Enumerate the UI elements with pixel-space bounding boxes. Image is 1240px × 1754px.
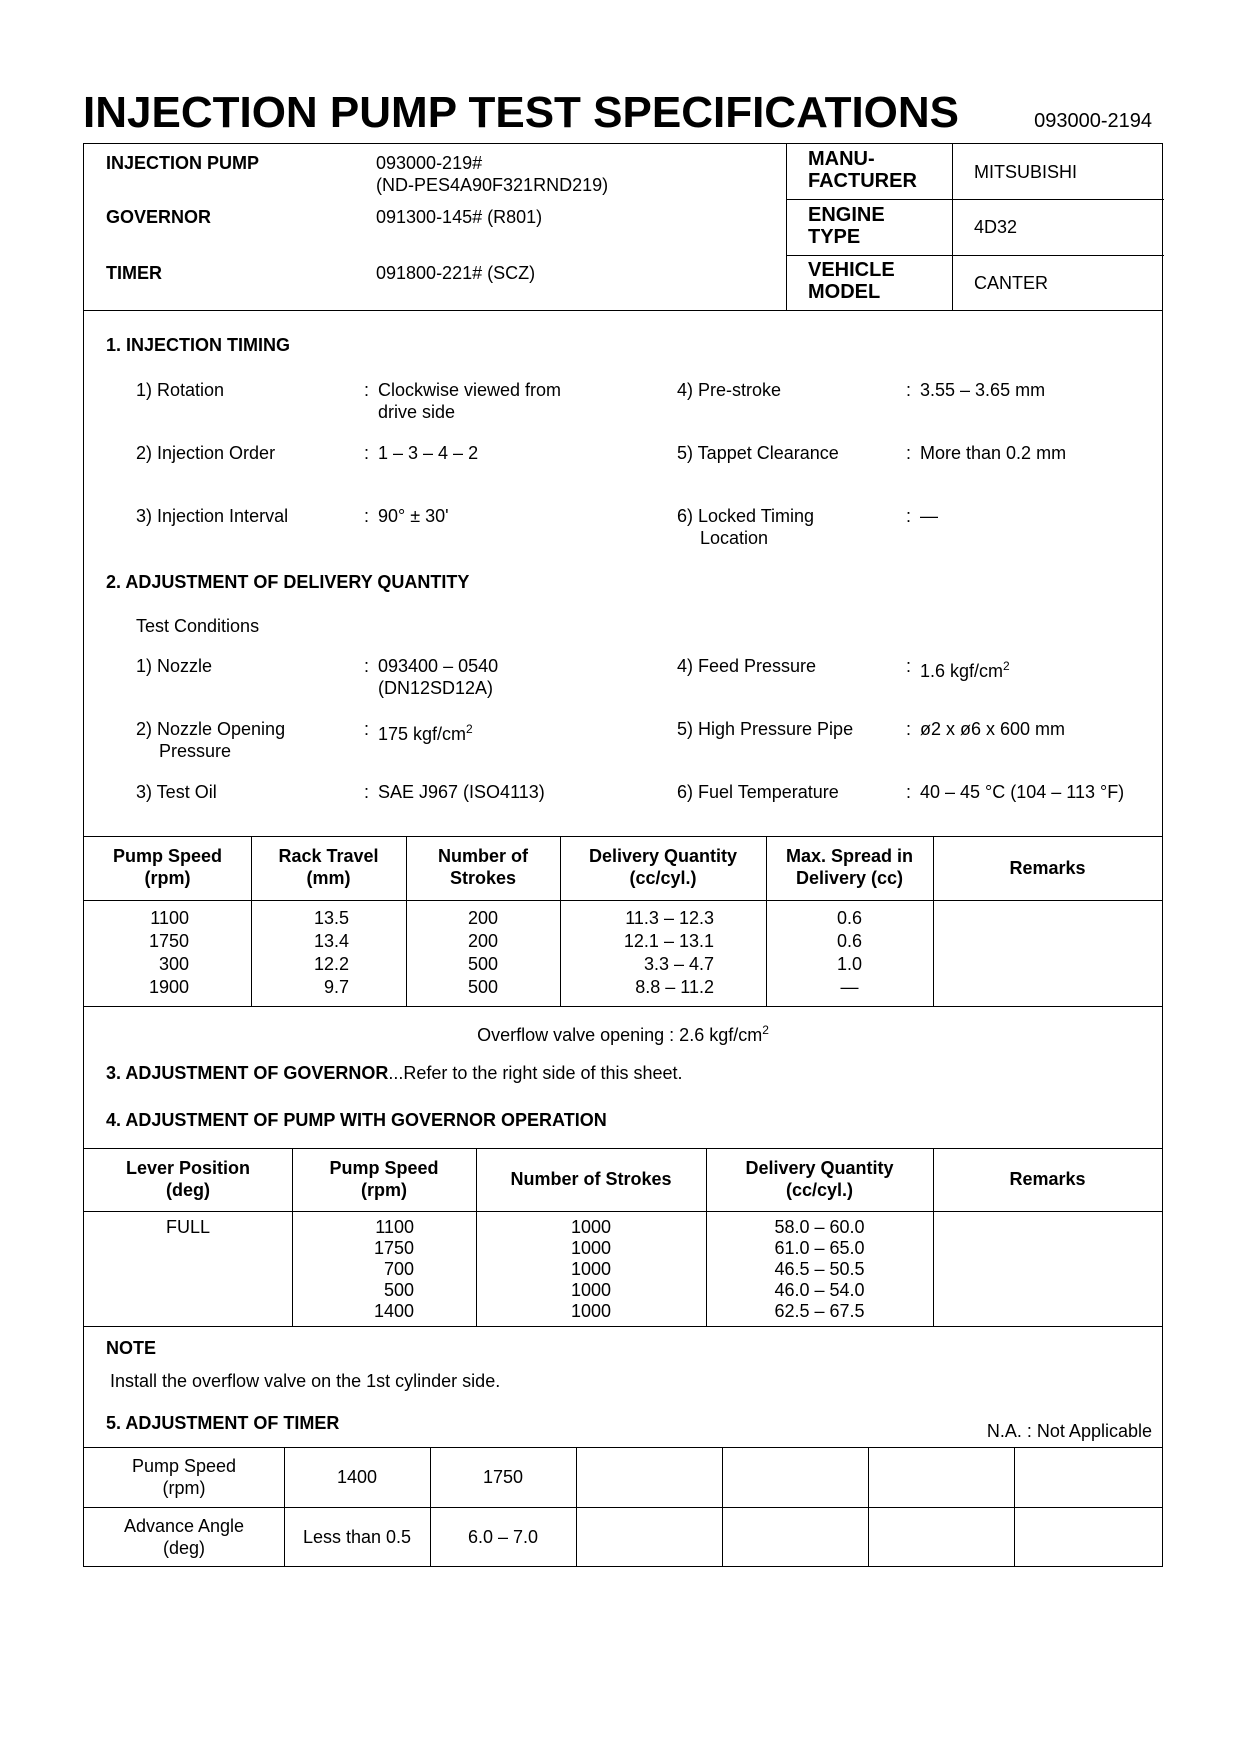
test-conditions-label: Test Conditions — [136, 616, 260, 636]
max-spread-column — [766, 907, 933, 999]
manufacturer-value: MITSUBISHI — [974, 162, 1078, 182]
table-cell: — — [840, 977, 859, 997]
table-cell: 1400 — [336, 1467, 378, 1487]
table-cell: 61.0 – 65.0 — [774, 1238, 865, 1258]
table-cell: 500 — [467, 954, 499, 974]
table-cell: 8.8 – 11.2 — [635, 977, 714, 997]
table-cell: 700 — [383, 1259, 414, 1279]
table-cell: 0.6 — [836, 908, 863, 928]
locked-timing-label-2: Location — [700, 528, 769, 548]
timer-value: 091800-221# (SCZ) — [376, 263, 536, 283]
manufacturer-label-2: FACTURER — [808, 170, 917, 192]
table-cell: 9.7 — [323, 977, 349, 997]
header-line: (deg) — [166, 1180, 210, 1200]
header-line: Pump Speed — [329, 1158, 439, 1178]
col-header-delivery-quantity — [706, 1157, 933, 1201]
col-header-rack-travel — [251, 845, 406, 889]
separator: : — [364, 443, 370, 463]
header-line: Pump Speed — [112, 846, 223, 866]
table-cell: 1750 — [482, 1467, 524, 1487]
spec-sheet-frame — [83, 143, 1163, 1567]
header-line: Number of — [438, 846, 528, 866]
table-border — [1014, 1447, 1015, 1567]
injection-pump-value: 093000-219# — [376, 153, 483, 173]
col-header-strokes — [406, 845, 560, 889]
superscript: 2 — [762, 1023, 769, 1037]
header-line: (rpm) — [144, 868, 191, 888]
fuel-temperature-label: 6) Fuel Temperature — [677, 782, 839, 802]
strokes-column — [476, 1217, 706, 1322]
table-border — [84, 1148, 1162, 1149]
header-line: (mm) — [306, 868, 351, 888]
table-border — [84, 1211, 1162, 1212]
table-cell: Less than 0.5 — [302, 1527, 412, 1547]
divider — [952, 144, 953, 310]
engine-type-value: 4D32 — [974, 217, 1018, 237]
table-cell: 1400 — [373, 1301, 414, 1321]
table-cell: 12.1 – 13.1 — [623, 931, 714, 951]
section-governor-heading: 3. ADJUSTMENT OF GOVERNOR — [106, 1063, 389, 1083]
section-injection-timing-title: 1. INJECTION TIMING — [106, 335, 291, 355]
vehicle-model-label-2: MODEL — [808, 281, 881, 303]
note-title: NOTE — [106, 1338, 157, 1358]
nozzle-opening-value-text: 175 kgf/cm — [378, 724, 467, 744]
col-header-delivery-quantity — [560, 845, 766, 889]
nozzle-opening-label: 2) Nozzle Opening — [136, 719, 286, 739]
table-border — [84, 900, 1162, 901]
table-cell: 1000 — [570, 1259, 612, 1279]
overflow-valve-text: Overflow valve opening : 2.6 kgf/cm — [477, 1025, 763, 1045]
page-title: INJECTION PUMP TEST SPECIFICATIONS — [83, 88, 960, 137]
col-header-pump-speed — [84, 845, 251, 889]
separator: : — [906, 719, 912, 739]
table-cell: 58.0 – 60.0 — [774, 1217, 865, 1237]
feed-pressure-value-text: 1.6 kgf/cm — [920, 661, 1004, 681]
superscript: 2 — [1003, 659, 1010, 673]
table-border — [722, 1447, 723, 1567]
rotation-label: 1) Rotation — [136, 380, 225, 400]
separator: : — [364, 506, 370, 526]
row-label-line: Pump Speed — [131, 1456, 237, 1476]
strokes-column — [406, 907, 560, 999]
header-line: Max. Spread in — [785, 846, 914, 866]
col-header-remarks: Remarks — [1009, 1169, 1086, 1189]
separator: : — [906, 380, 912, 400]
delivery-quantity-column — [560, 907, 766, 999]
rotation-value: Clockwise viewed from — [378, 380, 562, 400]
injection-order-value: 1 – 3 – 4 – 2 — [378, 443, 479, 463]
injection-interval-value: 90° ± 30' — [378, 506, 449, 526]
overflow-valve-note — [84, 1019, 1162, 1046]
tappet-clearance-label: 5) Tappet Clearance — [677, 443, 839, 463]
pre-stroke-value: 3.55 – 3.65 mm — [920, 380, 1046, 400]
superscript: 2 — [466, 722, 473, 736]
injection-order-label: 2) Injection Order — [136, 443, 276, 463]
pump-speed-column — [292, 1217, 476, 1322]
divider — [786, 199, 1164, 200]
divider — [84, 310, 1162, 311]
table-cell: FULL — [165, 1217, 210, 1237]
header-line: (cc/cyl.) — [785, 1180, 854, 1200]
header-line: Strokes — [449, 868, 517, 888]
divider — [786, 144, 787, 310]
high-pressure-pipe-value: ø2 x ø6 x 600 mm — [920, 719, 1066, 739]
table-cell: 1100 — [150, 908, 189, 928]
separator: : — [364, 782, 370, 802]
table-cell: 200 — [467, 931, 499, 951]
divider — [786, 255, 1164, 256]
table-cell: 1.0 — [836, 954, 863, 974]
table-cell: 200 — [467, 908, 499, 928]
col-header-pump-speed — [292, 1157, 476, 1201]
nozzle-label: 1) Nozzle — [136, 656, 213, 676]
section-governor-title — [106, 1062, 683, 1084]
injection-interval-label: 3) Injection Interval — [136, 506, 289, 526]
header-line: Rack Travel — [278, 846, 379, 866]
table-cell: 6.0 – 7.0 — [467, 1527, 539, 1547]
table-cell: 1100 — [375, 1217, 414, 1237]
feed-pressure-value — [920, 655, 1010, 682]
table-border — [430, 1447, 431, 1567]
table-border — [84, 1326, 1162, 1327]
header-line: (rpm) — [361, 1180, 407, 1200]
test-oil-label: 3) Test Oil — [136, 782, 217, 802]
feed-pressure-label: 4) Feed Pressure — [677, 656, 817, 676]
table-cell: 1750 — [373, 1238, 414, 1258]
table-border — [84, 1507, 1162, 1508]
engine-type-label-2: TYPE — [808, 226, 861, 248]
separator: : — [906, 656, 912, 676]
injection-pump-label: INJECTION PUMP — [106, 153, 260, 173]
table-cell: 1900 — [148, 977, 189, 997]
pump-speed-column — [84, 907, 251, 999]
row-label-line: (rpm) — [162, 1478, 206, 1498]
table-cell: 1000 — [570, 1280, 612, 1300]
timer-advance-angle-label — [84, 1515, 284, 1559]
header-line: Lever Position — [125, 1158, 251, 1178]
col-header-max-spread — [766, 845, 933, 889]
table-cell: 46.0 – 54.0 — [774, 1280, 865, 1300]
table-cell: 500 — [467, 977, 499, 997]
col-header-strokes: Number of Strokes — [510, 1169, 672, 1189]
table-cell: 13.4 — [313, 931, 349, 951]
governor-value: 091300-145# (R801) — [376, 207, 543, 227]
note-text: Install the overflow valve on the 1st cylinder side. — [110, 1371, 501, 1391]
separator: : — [906, 506, 912, 526]
nozzle-value-2: (DN12SD12A) — [378, 678, 494, 698]
test-oil-value: SAE J967 (ISO4113) — [378, 782, 545, 802]
table-cell: 1000 — [570, 1238, 612, 1258]
timer-label: TIMER — [106, 263, 162, 283]
table-cell: 11.3 – 12.3 — [625, 908, 714, 928]
section-governor-operation-title: 4. ADJUSTMENT OF PUMP WITH GOVERNOR OPERATION — [106, 1110, 607, 1130]
timer-pump-speed-label — [84, 1455, 284, 1499]
injection-pump-model: (ND-PES4A90F321RND219) — [376, 175, 609, 195]
table-cell: 62.5 – 67.5 — [774, 1301, 865, 1321]
vehicle-model-value: CANTER — [974, 273, 1049, 293]
header-line: Delivery Quantity — [745, 1158, 894, 1178]
table-cell: 300 — [158, 954, 189, 974]
nozzle-opening-label-2: Pressure — [159, 741, 232, 761]
table-border — [576, 1447, 577, 1567]
separator: : — [364, 656, 370, 676]
section-governor-reference: ...Refer to the right side of this sheet. — [388, 1063, 683, 1083]
table-cell: 500 — [383, 1280, 414, 1300]
separator: : — [906, 443, 912, 463]
separator: : — [364, 719, 370, 739]
header-line: (cc/cyl.) — [629, 868, 697, 888]
high-pressure-pipe-label: 5) High Pressure Pipe — [677, 719, 854, 739]
fuel-temperature-value: 40 – 45 °C (104 – 113 °F) — [920, 782, 1125, 802]
separator: : — [364, 380, 370, 400]
lever-position-column — [84, 1217, 292, 1238]
table-cell: 3.3 – 4.7 — [643, 954, 714, 974]
table-border — [284, 1447, 285, 1567]
locked-timing-label: 6) Locked Timing — [677, 506, 815, 526]
table-border — [84, 836, 1162, 837]
header-line: Delivery (cc) — [795, 868, 904, 888]
row-label-line: Advance Angle — [123, 1516, 245, 1536]
col-header-remarks: Remarks — [1009, 858, 1086, 878]
section-timer-title: 5. ADJUSTMENT OF TIMER — [106, 1413, 340, 1433]
separator: : — [906, 782, 912, 802]
section-delivery-quantity-title: 2. ADJUSTMENT OF DELIVERY QUANTITY — [106, 572, 470, 592]
not-applicable-note: N.A. : Not Applicable — [986, 1421, 1152, 1441]
table-cell: 0.6 — [836, 931, 863, 951]
table-border — [84, 1006, 1162, 1007]
header-line: Delivery Quantity — [588, 846, 738, 866]
col-header-lever-position — [84, 1157, 292, 1201]
rotation-value-2: drive side — [378, 402, 456, 422]
nozzle-opening-value — [378, 718, 473, 745]
table-cell: 13.5 — [313, 908, 349, 928]
delivery-quantity-column — [706, 1217, 933, 1322]
governor-label: GOVERNOR — [106, 207, 212, 227]
table-cell: 1750 — [148, 931, 189, 951]
row-label-line: (deg) — [162, 1538, 206, 1558]
table-cell: 12.2 — [313, 954, 349, 974]
table-cell: 1000 — [570, 1217, 612, 1237]
manufacturer-label: MANU- — [808, 148, 875, 170]
document-number: 093000-2194 — [1034, 110, 1152, 132]
engine-type-label: ENGINE — [808, 204, 885, 226]
nozzle-value: 093400 – 0540 — [378, 656, 499, 676]
table-border — [84, 1447, 1162, 1448]
locked-timing-value: — — [920, 506, 938, 526]
table-border — [868, 1447, 869, 1567]
tappet-clearance-value: More than 0.2 mm — [920, 443, 1067, 463]
table-cell: 1000 — [570, 1301, 612, 1321]
table-cell: 46.5 – 50.5 — [774, 1259, 865, 1279]
pre-stroke-label: 4) Pre-stroke — [677, 380, 782, 400]
rack-travel-column — [251, 907, 406, 999]
vehicle-model-label: VEHICLE — [808, 259, 895, 281]
